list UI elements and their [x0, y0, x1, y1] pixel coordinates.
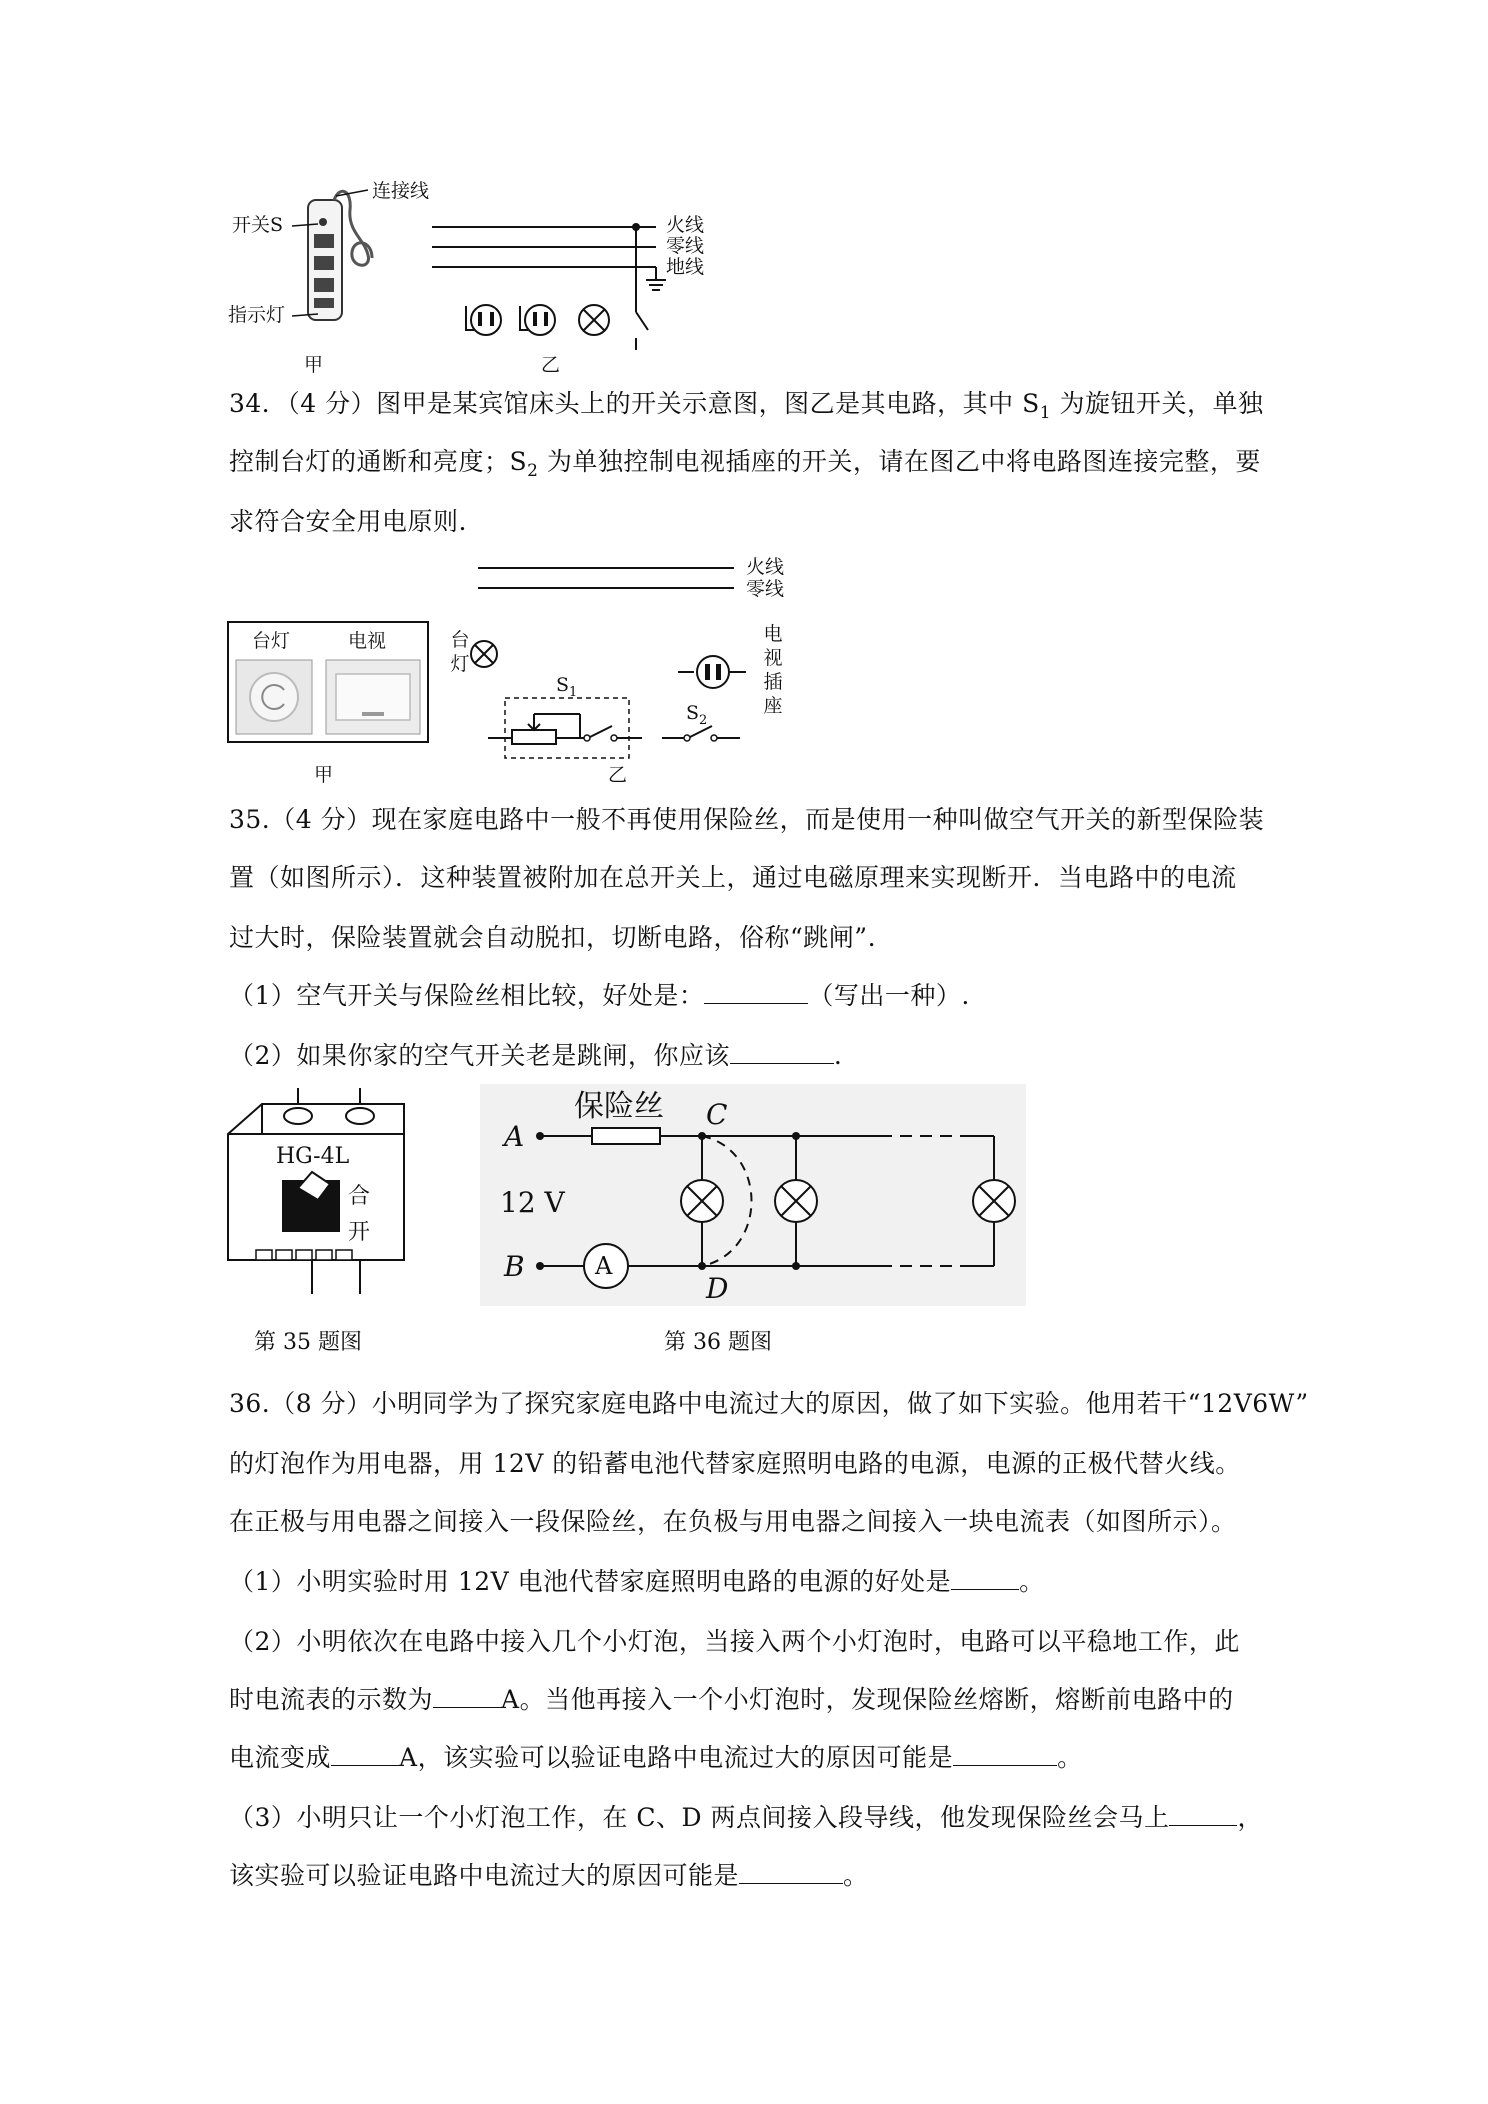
caption-figure-a: 甲 — [304, 354, 324, 376]
panel-label-lamp: 台灯 — [252, 630, 291, 652]
q35-sub-2: （2）如果你家的空气开关老是跳闸，你应该 . — [229, 1041, 843, 1070]
fuse-label: 保险丝 — [574, 1089, 664, 1124]
q35-line-1: 35.（4 分）现在家庭电路中一般不再使用保险丝，而是使用一种叫做空气开关的新型保险装 — [229, 805, 1265, 834]
label-connect-wire: 连接线 — [372, 180, 430, 202]
caption-figure-34a: 甲 — [314, 764, 334, 786]
q36-sub-3-line-2: 该实验可以验证电路中电流过大的原因可能是 。 — [229, 1861, 869, 1890]
label-neutral-wire-34: 零线 — [746, 578, 785, 600]
answer-blank[interactable] — [953, 1743, 1057, 1766]
point-c-label: C — [706, 1098, 728, 1131]
point-b-label: B — [504, 1250, 525, 1283]
caption-figure-b: 乙 — [541, 354, 561, 376]
label-table-lamp: 台灯 — [450, 629, 470, 675]
q36-line-3: 在正极与用电器之间接入一段保险丝，在负极与用电器之间接入一块电流表（如图所示）。 — [229, 1507, 1237, 1536]
q36-sub-3-line-1: （3）小明只让一个小灯泡工作，在 C、D 两点间接入段导线，他发现保险丝会马上 ， — [229, 1803, 1263, 1832]
caption-figure-35: 第 35 题图 — [254, 1330, 362, 1355]
q36-sub-2-line-1: （2）小明依次在电路中接入几个小灯泡，当接入两个小灯泡时，电路可以平稳地工作，此 — [229, 1627, 1240, 1656]
air-switch-on-label: 合 — [348, 1184, 371, 1209]
q36-sub-1: （1）小明实验时用 12V 电池代替家庭照明电路的电源的好处是 。 — [229, 1567, 1045, 1596]
answer-blank[interactable] — [433, 1685, 501, 1708]
q35-line-2: 置（如图所示）．这种装置被附加在总开关上，通过电磁原理来实现断开．当电路中的电流 — [229, 863, 1237, 892]
label-neutral-wire: 零线 — [666, 235, 705, 257]
caption-figure-36: 第 36 题图 — [664, 1330, 772, 1355]
q34-line-3: 求符合安全用电原则. — [229, 507, 467, 536]
q36-sub-2-line-3: 电流变成 A，该实验可以验证电路中电流过大的原因可能是 。 — [229, 1743, 1083, 1772]
label-live-wire: 火线 — [666, 214, 705, 236]
q36-line-1: 36.（8 分）小明同学为了探究家庭电路中电流过大的原因，做了如下实验。他用若干“12V6W” — [229, 1389, 1309, 1418]
answer-blank[interactable] — [739, 1861, 843, 1884]
label-switch-s: 开关S — [232, 214, 284, 236]
q36-line-2: 的灯泡作为用电器，用 12V 的铅蓄电池代替家庭照明电路的电源，电源的正极代替火线。 — [229, 1449, 1241, 1478]
caption-figure-34b: 乙 — [608, 764, 628, 786]
label-ground-wire: 地线 — [666, 256, 705, 278]
air-switch-model: HG-4L — [276, 1144, 350, 1169]
air-switch-off-label: 开 — [348, 1220, 371, 1245]
label-indicator-light: 指示灯 — [228, 304, 286, 326]
voltage-label: 12 V — [500, 1186, 565, 1219]
q34-line-1: 34．（4 分）图甲是某宾馆床头上的开关示意图，图乙是其电路，其中 $S_1$ 为旋钮开关，单独 — [229, 389, 1264, 423]
label-s1: $S_1$ — [556, 674, 578, 700]
point-a-label: A — [504, 1120, 525, 1153]
q35-line-3: 过大时，保险装置就会自动脱扣，切断电路，俗称“跳闸”. — [229, 923, 877, 952]
answer-blank[interactable] — [331, 1743, 399, 1766]
panel-label-tv: 电视 — [348, 630, 387, 652]
label-tv-socket: 电视插座 — [763, 623, 783, 717]
ammeter-label: A — [595, 1252, 613, 1280]
label-live-wire-34: 火线 — [746, 556, 785, 578]
answer-blank[interactable] — [1169, 1803, 1237, 1826]
q36-sub-2-line-2: 时电流表的示数为 A。当他再接入一个小灯泡时，发现保险丝熔断，熔断前电路中的 — [229, 1685, 1234, 1714]
answer-blank[interactable] — [951, 1567, 1019, 1590]
point-d-label: D — [706, 1272, 729, 1305]
q35-sub-1: （1）空气开关与保险丝相比较，好处是： （写出一种）. — [229, 981, 970, 1010]
label-s2: $S_2$ — [686, 702, 708, 728]
q34-line-2: 控制台灯的通断和亮度；$S_2$ 为单独控制电视插座的开关，请在图乙中将电路图连接完整，要 — [229, 447, 1261, 481]
